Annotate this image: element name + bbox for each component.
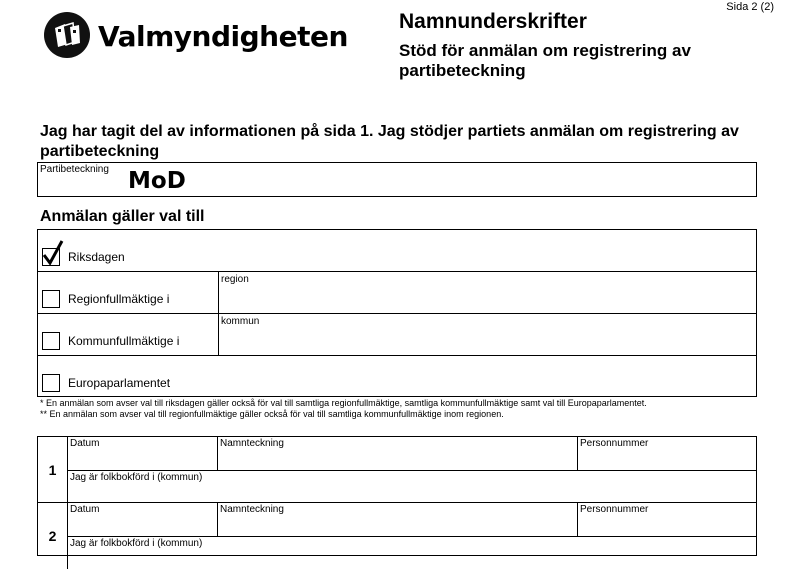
signature-field[interactable] [218,437,578,470]
valmyndigheten-logo-icon [44,12,90,58]
regionfullmaktige-label: Regionfullmäktige i [68,292,170,306]
row-number: 1 [38,437,68,502]
row-number: 2 [38,503,68,569]
intro-statement: Jag har tagit del av informationen på sida 1. Jag stödjer partiets anmälan om registrering av partibeteckning [40,123,739,160]
region-field-label: region [221,274,249,285]
kommunfullmaktige-label: Kommunfullmäktige i [68,334,180,348]
document-subtitle: Stöd för anmälan om registrering av partibeteckning [399,41,691,80]
checkmark-icon [42,240,64,266]
signature-label: Namnteckning [220,504,284,515]
footnotes [40,398,770,420]
party-designation-label: Partibeteckning [40,164,109,175]
signature-fields [68,503,756,537]
option-regionfullmaktige [38,272,756,314]
personal-number-field[interactable] [578,437,756,470]
signature-fields [68,437,756,471]
option-europaparlamentet [38,356,756,398]
riksdagen-label: Riksdagen [68,250,125,264]
region-field[interactable] [218,272,757,313]
europaparlamentet-checkbox[interactable] [42,374,60,392]
option-kommunfullmaktige [38,314,756,356]
date-field[interactable] [68,437,218,470]
document-title: Namnunderskrifter [399,10,587,33]
logo [44,12,348,62]
date-label: Datum [70,438,100,449]
europaparlamentet-label: Europaparlamentet [68,376,171,390]
party-designation-value: MoD [128,168,186,194]
residence-field[interactable] [68,471,756,503]
signature-label: Namnteckning [220,438,284,449]
election-section-title: Anmälan gäller val till [40,208,205,225]
page-number: Sida 2 (2) [726,1,774,13]
residence-label: Jag är folkbokförd i (kommun) [70,538,203,549]
signature-row [38,503,756,569]
date-label: Datum [70,504,100,515]
regionfullmaktige-checkbox[interactable] [42,290,60,308]
logo-text: Valmyndigheten [98,20,348,53]
signature-table [37,436,757,556]
residence-label: Jag är folkbokförd i (kommun) [70,472,203,483]
option-riksdagen [38,230,756,272]
date-field[interactable] [68,503,218,536]
personal-number-label: Personnummer [580,504,649,515]
signature-field[interactable] [218,503,578,536]
personal-number-field[interactable] [578,503,756,536]
kommun-field-label: kommun [221,316,260,327]
kommun-field[interactable] [218,314,757,355]
election-options [37,229,757,397]
footnote-2: ** En anmälan som avser val till regionfullmäktige gäller också för val till samtliga kommunfullmäktige inom regionen. [40,409,504,419]
riksdagen-checkbox[interactable] [42,248,60,266]
personal-number-label: Personnummer [580,438,649,449]
footnote-1: * En anmälan som avser val till riksdagen gäller också för val till samtliga regionfullmäktige, samtliga kommunfullmäktige samt val till Europaparlamentet. [40,398,647,408]
residence-field[interactable] [68,537,756,569]
kommunfullmaktige-checkbox[interactable] [42,332,60,350]
party-designation-field[interactable] [37,162,757,197]
signature-row [38,437,756,503]
